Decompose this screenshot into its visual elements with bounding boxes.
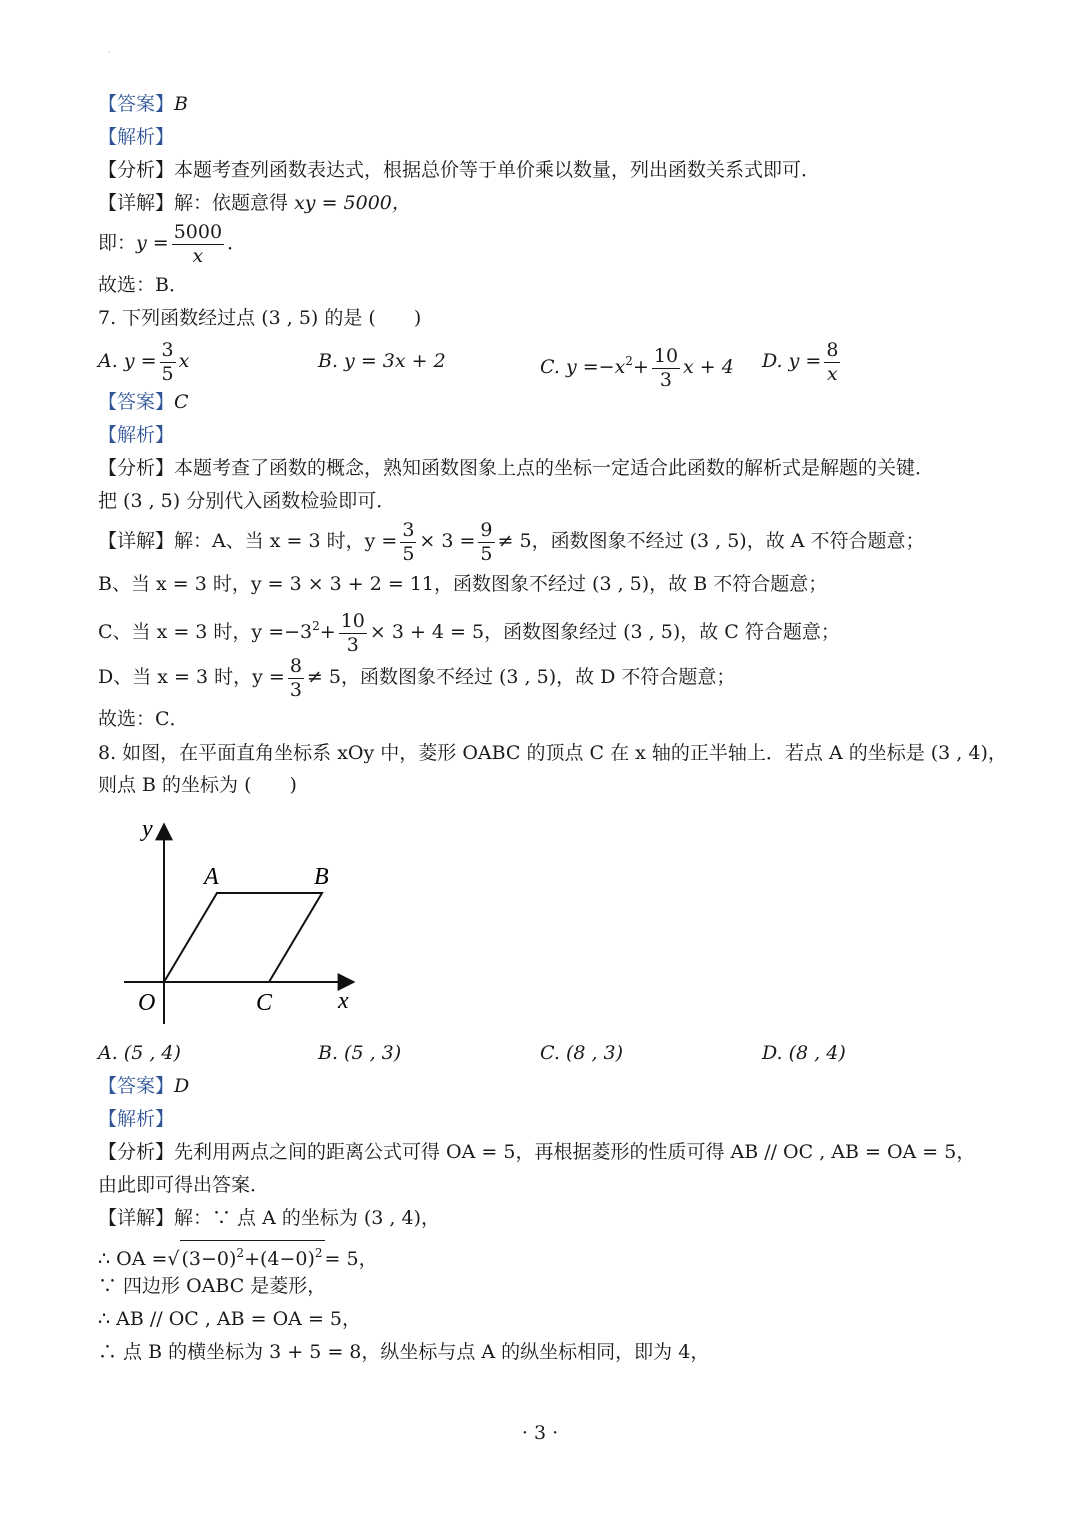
page-number: · 3 ·	[521, 1422, 559, 1444]
radicand-a: (3−0)	[181, 1248, 237, 1270]
opt-c-frac	[652, 344, 680, 391]
frac-num: 5000	[173, 220, 223, 243]
q8-stem-1	[98, 740, 1007, 766]
detail-a-mid: × 3 =	[419, 530, 476, 552]
answer-tag: 【答案】	[98, 391, 175, 413]
q6-choose-text: 故选：B．	[98, 274, 188, 296]
q7-answer: C	[174, 391, 189, 413]
point-b-label: B	[314, 864, 329, 890]
q8-detail-4	[98, 1306, 361, 1332]
q7-detail-b	[98, 571, 827, 597]
rhombus-figure	[120, 812, 370, 1032]
opt-b-text: B. y = 3x + 2	[318, 350, 446, 372]
frac-num: 3	[402, 518, 415, 541]
frac-num: 9	[480, 518, 493, 541]
frac-den: x	[827, 362, 838, 385]
detail-d-post: ≠ 5，函数图象不经过 (3 , 5)，故 D 不符合题意；	[306, 666, 736, 688]
q6-detail-eq: xy = 5000，	[294, 192, 411, 214]
q8-option-c	[540, 1040, 623, 1066]
q8-option-b	[318, 1040, 401, 1066]
q7-fenxi-line	[98, 455, 934, 481]
frac-den: 5	[161, 362, 174, 385]
frac-den: 3	[289, 678, 302, 701]
q8-detail-5-text: ∴ 点 B 的横坐标为 3 + 5 = 8，纵坐标与点 A 的纵坐标相同，即为 4，	[98, 1341, 710, 1363]
answer-tag: 【答案】	[98, 93, 175, 115]
rhombus-diagram	[120, 812, 370, 1032]
frac-num: 8	[289, 654, 302, 677]
y-label: y	[142, 816, 153, 842]
q6-detail-prefix: 解：依题意得	[174, 192, 289, 214]
q7-option-d	[762, 336, 843, 386]
q8-detail-2	[98, 1240, 378, 1272]
q8-detail-3	[98, 1273, 326, 1299]
radicand-sup-1: 2	[236, 1246, 245, 1260]
detail-a-post: ≠ 5，函数图象不经过 (3 , 5)，故 A 不符合题意；	[497, 530, 925, 552]
q6-fraction	[172, 220, 224, 267]
q7-option-c	[540, 336, 734, 392]
analysis-tag: 【解析】	[98, 1108, 175, 1130]
frac-den: 5	[402, 542, 415, 565]
detail-c-post: × 3 + 4 = 5，函数图象经过 (3 , 5)，故 C 符合题意；	[369, 621, 840, 643]
q6-answer-line	[98, 91, 188, 117]
detail-c-frac	[339, 609, 367, 656]
sqrt-sign: √	[167, 1248, 180, 1270]
q8-detail-1-text: 解：∵ 点 A 的坐标为 (3 , 4)，	[174, 1207, 441, 1229]
q7-choose-text: 故选：C．	[98, 708, 189, 730]
point-a-label: A	[204, 864, 219, 890]
analysis-tag: 【解析】	[98, 424, 175, 446]
q7-answer-line	[98, 389, 189, 415]
q6-ji-lhs: y =	[136, 232, 169, 254]
q7-fenxi-line-2	[98, 488, 395, 514]
q8-option-a	[98, 1040, 181, 1066]
opt-rhs: x + 4	[683, 356, 734, 378]
q7-analysis-heading	[98, 422, 174, 448]
q6-analysis-heading	[98, 124, 174, 150]
detail-c-sup: 2	[312, 619, 320, 633]
q7-detail-a	[98, 516, 925, 566]
detail-d-pre: D、当 x = 3 时，y =	[98, 666, 285, 688]
xiangjie-tag: 【详解】	[98, 530, 175, 552]
point-c-label: C	[256, 990, 273, 1016]
opt-rhs: x	[178, 350, 190, 372]
opt-lhs: y =	[788, 350, 822, 372]
q8-detail-1	[98, 1205, 440, 1231]
detail-2-pre: ∴ OA =	[98, 1248, 168, 1270]
frac-den: 3	[659, 368, 672, 391]
opt-lhs: y =−x	[565, 356, 626, 378]
q8-stem-2-text: 则点 B 的坐标为 ( )	[98, 774, 297, 796]
opt-lhs: y =	[123, 350, 157, 372]
detail-a-frac2	[478, 518, 494, 565]
q8-stem-2	[98, 772, 297, 798]
q8-stem-1-text: 8. 如图，在平面直角坐标系 xOy 中，菱形 OABC 的顶点 C 在 x 轴的正半轴上．若点 A 的坐标是 (3 , 4)，	[98, 742, 1007, 764]
opt-plus: +	[632, 356, 649, 378]
q8-opt-b: B. (5 , 3)	[318, 1042, 402, 1064]
q7-stem-text: 7. 下列函数经过点 (3 , 5) 的是 ( )	[98, 307, 422, 329]
q6-ji-prefix: 即：	[98, 232, 137, 254]
q6-choose	[98, 272, 188, 298]
q8-detail-4-text: ∴ AB // OC , AB = OA = 5，	[98, 1308, 361, 1330]
q6-detail-line	[98, 190, 411, 216]
q8-opt-a: A. (5 , 4)	[98, 1042, 181, 1064]
q7-fenxi-2: 把 (3 , 5) 分别代入函数检验即可．	[98, 490, 396, 512]
radicand-b: +(4−0)	[244, 1248, 315, 1270]
frac-num: 10	[653, 344, 679, 367]
opt-d-frac	[824, 338, 840, 385]
detail-c-pre: C、当 x = 3 时，y =−3	[98, 621, 313, 643]
q7-detail-d	[98, 652, 735, 702]
xiangjie-tag: 【详解】	[98, 1207, 175, 1229]
q8-fenxi-1: 先利用两点之间的距离公式可得 OA = 5，再根据菱形的性质可得 AB // OC , AB = OA = 5，	[174, 1141, 976, 1163]
q8-option-d	[762, 1040, 846, 1066]
q7-option-b	[318, 348, 446, 374]
detail-d-frac	[288, 654, 304, 701]
q8-opt-d: D. (8 , 4)	[762, 1042, 846, 1064]
detail-b-text: B、当 x = 3 时，y = 3 × 3 + 2 = 11，函数图象不经过 (3 , 5)，故 B 不符合题意；	[98, 573, 828, 595]
sqrt-radicand	[180, 1240, 325, 1271]
frac-den: 3	[346, 633, 359, 656]
q6-ji-line	[98, 218, 246, 268]
opt-a-frac	[160, 338, 176, 385]
fenxi-tag: 【分析】	[98, 159, 175, 181]
q8-answer-line	[98, 1073, 189, 1099]
opt-label: D.	[762, 350, 783, 372]
q7-choose	[98, 706, 189, 732]
frac-den: 5	[480, 542, 493, 565]
q7-stem	[98, 305, 421, 331]
q8-analysis-heading	[98, 1106, 174, 1132]
xiangjie-tag: 【详解】	[98, 192, 175, 214]
q8-detail-5	[98, 1339, 709, 1365]
answer-tag: 【答案】	[98, 1075, 175, 1097]
q6-fenxi-line	[98, 157, 820, 183]
scan-dot: ·	[108, 48, 111, 57]
fenxi-tag: 【分析】	[98, 1141, 175, 1163]
point-o-label: O	[138, 990, 156, 1016]
q7-fenxi-1: 本题考查了函数的概念，熟知函数图象上点的坐标一定适合此函数的解析式是解题的关键．	[174, 457, 935, 479]
detail-a-pre: 解：A、当 x = 3 时，y =	[174, 530, 398, 552]
q6-ji-end: ．	[227, 232, 247, 254]
detail-2-post: = 5，	[324, 1248, 378, 1270]
q8-fenxi-line-2	[98, 1172, 269, 1198]
frac-num: 3	[161, 338, 174, 361]
opt-label: C.	[540, 356, 560, 378]
detail-a-frac1	[400, 518, 416, 565]
detail-c-plus: +	[319, 621, 336, 643]
q8-answer: D	[174, 1075, 190, 1097]
q8-opt-c: C. (8 , 3)	[540, 1042, 624, 1064]
q8-fenxi-line	[98, 1139, 975, 1165]
q7-detail-c	[98, 601, 840, 657]
q6-answer: B	[174, 93, 188, 115]
opt-sup: 2	[625, 354, 633, 368]
rhombus-OABC	[164, 893, 322, 982]
frac-num: 8	[826, 338, 839, 361]
q8-detail-3-text: ∵ 四边形 OABC 是菱形，	[98, 1275, 327, 1297]
frac-den: x	[192, 244, 204, 267]
opt-label: A.	[98, 350, 118, 372]
q8-fenxi-2: 由此即可得出答案．	[98, 1174, 270, 1196]
fenxi-tag: 【分析】	[98, 457, 175, 479]
x-label: x	[338, 988, 349, 1014]
q6-fenxi: 本题考查列函数表达式，根据总价等于单价乘以数量，列出函数关系式即可．	[174, 159, 821, 181]
analysis-tag: 【解析】	[98, 126, 175, 148]
frac-num: 10	[340, 609, 365, 632]
radicand-sup-2: 2	[314, 1246, 323, 1260]
q7-option-a	[98, 336, 189, 386]
